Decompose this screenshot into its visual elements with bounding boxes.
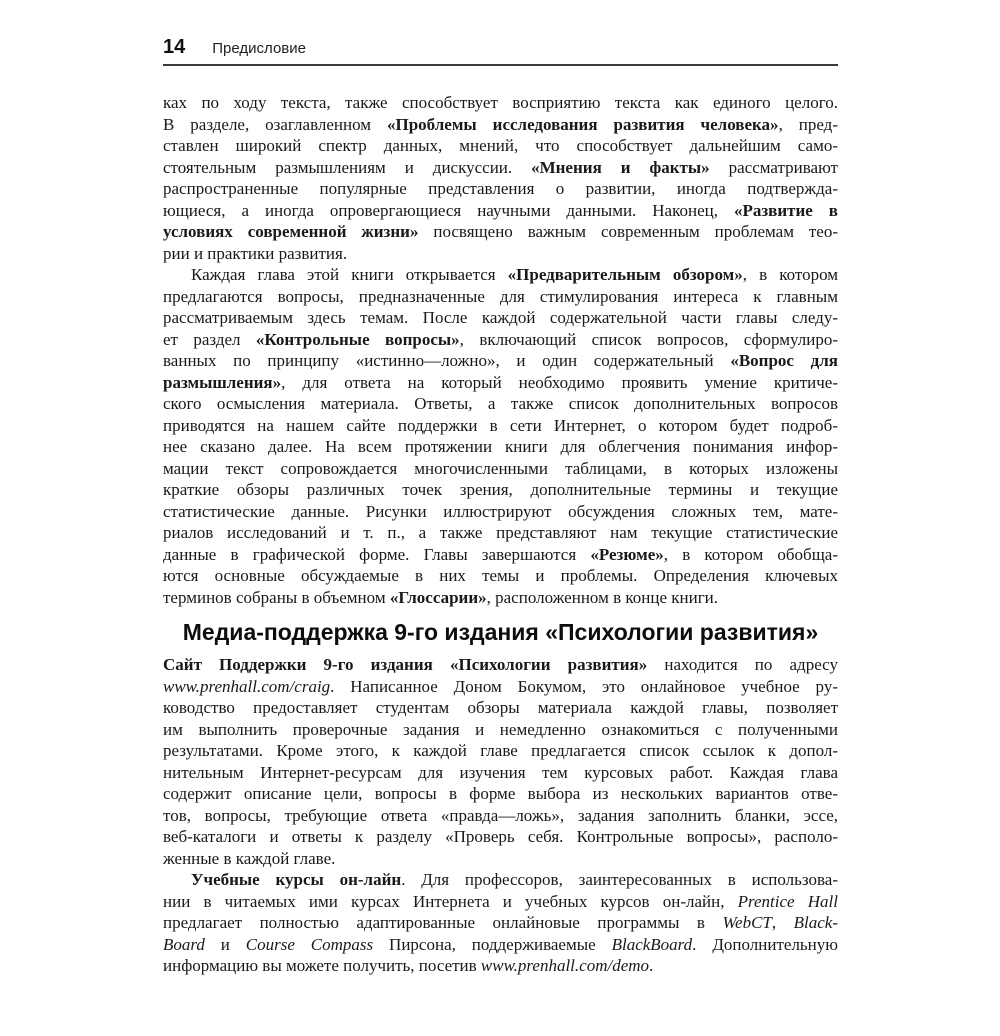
text-line: [163, 264, 838, 286]
text-run: ющиеся, а иногда опровергающиеся научными данными. Наконец,: [163, 200, 734, 220]
text-run: нее сказано далее. На всем протяжении книги для облегчения понимания инфор-: [163, 437, 838, 456]
text-line: [163, 805, 838, 827]
text-run: веб-каталоги и ответы к разделу «Проверь себя. Контрольные вопросы», располо-: [163, 827, 838, 846]
text-line: [163, 934, 838, 956]
text-run: , включающий список вопросов, сформулиро-: [459, 329, 839, 349]
text-line: [163, 307, 838, 329]
text-run: распространенные популярные представления о развитии, иногда подтвержда-: [163, 179, 838, 198]
text-line: [163, 157, 838, 179]
text-run: краткие обзоры различных точек зрения, дополнительные термины и текущие: [163, 480, 838, 499]
page-number: 14: [163, 36, 186, 58]
text-run: , в котором: [742, 265, 839, 284]
text-run: предлагает полностью адаптированные онлайновые программы в: [163, 913, 723, 932]
italic-text-run: BlackBoard: [611, 934, 693, 954]
text-run: ского осмысления материала. Ответы, а также список дополнительных вопросов: [163, 394, 838, 413]
bold-text-run: Сайт Поддержки 9-го издания «Психологии развития»: [163, 655, 648, 674]
text-run: стоятельным размышлениям и дискуссии.: [163, 157, 532, 177]
bold-text-run: Учебные курсы он-лайн: [191, 870, 402, 889]
text-line: [163, 522, 838, 544]
text-run: тов, вопросы, требующие ответа «правда—ложь», задания заполнить бланки, эссе,: [163, 805, 838, 825]
section-heading: Медиа-поддержка 9-го издания «Психологии развития»: [182, 619, 819, 645]
text-run: ванных по принципу «истинно—ложно», и один содержательный: [163, 351, 731, 370]
bold-text-run: размышления»: [163, 372, 282, 392]
text-line: [163, 92, 838, 114]
text-run: женные в каждой главе.: [163, 848, 336, 868]
text-line: [163, 955, 838, 977]
italic-text-run: Prentice Hall: [737, 891, 838, 911]
text-line: [163, 350, 838, 372]
text-line: [163, 676, 838, 698]
italic-text-run: Course Compass: [245, 934, 374, 954]
bold-text-run: «Глоссарии»: [389, 587, 487, 607]
text-line: [163, 762, 838, 784]
text-run: данные в графической форме. Главы завершаются: [163, 544, 591, 564]
text-run: . Дополнительную: [692, 934, 838, 954]
text-run: и: [204, 934, 246, 954]
text-line: [163, 372, 838, 394]
text-line: [163, 654, 838, 676]
text-line: [163, 848, 838, 870]
text-line: [163, 891, 838, 913]
text-run: , для ответа на который необходимо проявить умение критиче-: [281, 372, 838, 392]
text-line: [163, 178, 838, 200]
text-run: нии в читаемых ими курсах Интернета и учебных курсов он-лайн,: [163, 891, 738, 911]
text-run: . Написанное Доном Бокумом, это онлайновое учебное ру-: [330, 676, 838, 696]
paragraph-2: [163, 264, 838, 608]
text-line: [163, 869, 838, 891]
text-run: .: [649, 956, 654, 975]
text-line: [163, 826, 838, 848]
italic-text-run: Board: [163, 934, 205, 954]
text-line: [163, 286, 838, 308]
text-run: приводятся на нашем сайте поддержки в сети Интернет, о котором будет подроб-: [163, 415, 838, 435]
text-line: [163, 565, 838, 587]
text-run: нительным Интернет-ресурсам для изучения тем курсовых работ. Каждая глава: [163, 762, 838, 782]
text-run: ководство предоставляет студентам обзоры материала каждой главы, позволяет: [163, 698, 838, 717]
paragraph-4: [163, 869, 838, 977]
text-run: статистические данные. Рисунки иллюстрируют обсуждения сложных тем, мате-: [163, 501, 838, 521]
paragraph-3: [163, 654, 838, 869]
text-run: , пред-: [778, 114, 838, 134]
book-page: [163, 36, 838, 977]
bold-text-run: «Резюме»: [590, 544, 664, 564]
text-run: посвящено важным современным проблемам тео-: [418, 222, 838, 241]
text-line: [163, 114, 838, 136]
text-line: [163, 740, 838, 762]
text-line: [163, 243, 838, 265]
text-run: рии и практики развития.: [163, 243, 348, 263]
text-run: ках по ходу текста, также способствует восприятию текста как единого целого.: [163, 93, 838, 112]
text-run: риалов исследований и т. п., а также представляют нам текущие статистические: [163, 523, 838, 542]
text-line: [163, 221, 838, 243]
page-body: [163, 92, 838, 977]
text-line: [163, 135, 838, 157]
text-run: мации текст сопровождается многочисленными таблицами, в которых изложены: [163, 458, 838, 478]
page-header: [163, 36, 838, 66]
text-line: [163, 458, 838, 480]
text-run: ет раздел: [163, 329, 256, 349]
text-run: информацию вы можете получить, посетив: [163, 956, 481, 975]
italic-text-run: WebCT: [722, 913, 772, 932]
text-line: [163, 697, 838, 719]
italic-text-run: Black-: [793, 913, 838, 932]
bold-text-run: «Контрольные вопросы»: [255, 329, 460, 349]
italic-text-run: www.prenhall.com/craig: [163, 676, 331, 696]
text-run: рассматривают: [709, 157, 838, 177]
text-run: . Для профессоров, заинтересованных в использова-: [401, 870, 838, 889]
bold-text-run: «Мнения и факты»: [531, 157, 710, 177]
paragraph-1: [163, 92, 838, 264]
running-section-title: Предисловие: [212, 40, 306, 57]
text-run: терминов собраны в объемном: [163, 587, 390, 607]
text-run: рассматриваемым здесь темам. После каждой содержательной части главы следу-: [163, 308, 838, 327]
text-line: [163, 719, 838, 741]
text-run: Каждая глава этой книги открывается: [191, 265, 508, 284]
text-run: результатами. Кроме этого, к каждой главе предлагается список ссылок к допол-: [163, 741, 838, 760]
text-run: ставлен широкий спектр данных, мнений, что способствует дальнейшим само-: [163, 136, 838, 155]
text-line: [163, 912, 838, 934]
text-run: им выполнить проверочные задания и немедленно ознакомиться с полученными: [163, 719, 838, 739]
bold-text-run: условиях современной жизни»: [163, 222, 419, 241]
bold-text-run: «Предварительным обзором»: [507, 265, 743, 284]
italic-text-run: www.prenhall.com/demo: [480, 956, 650, 975]
text-run: предлагаются вопросы, предназначенные для стимулирования интереса к главным: [163, 286, 838, 306]
text-run: Пирсона, поддерживаемые: [373, 934, 612, 954]
bold-text-run: «Вопрос для: [730, 351, 838, 370]
text-run: ,: [771, 913, 794, 932]
text-line: [163, 393, 838, 415]
bold-text-run: «Проблемы исследования развития человека»: [387, 114, 779, 134]
text-line: [163, 479, 838, 501]
bold-text-run: «Развитие в: [733, 200, 838, 220]
text-line: [163, 329, 838, 351]
text-line: [163, 200, 838, 222]
text-line: [163, 587, 838, 609]
text-line: [163, 783, 838, 805]
text-line: [163, 501, 838, 523]
text-line: [163, 436, 838, 458]
text-run: В разделе, озаглавленном: [163, 114, 387, 134]
text-run: , в котором обобща-: [663, 544, 839, 564]
text-line: [163, 544, 838, 566]
text-run: , расположенном в конце книги.: [486, 587, 719, 607]
text-run: ются основные обсуждаемые в них темы и проблемы. Определения ключевых: [163, 566, 838, 585]
text-run: содержит описание цели, вопросы в форме выбора из нескольких вариантов отве-: [163, 784, 838, 803]
text-line: [163, 415, 838, 437]
text-run: находится по адресу: [647, 655, 838, 674]
